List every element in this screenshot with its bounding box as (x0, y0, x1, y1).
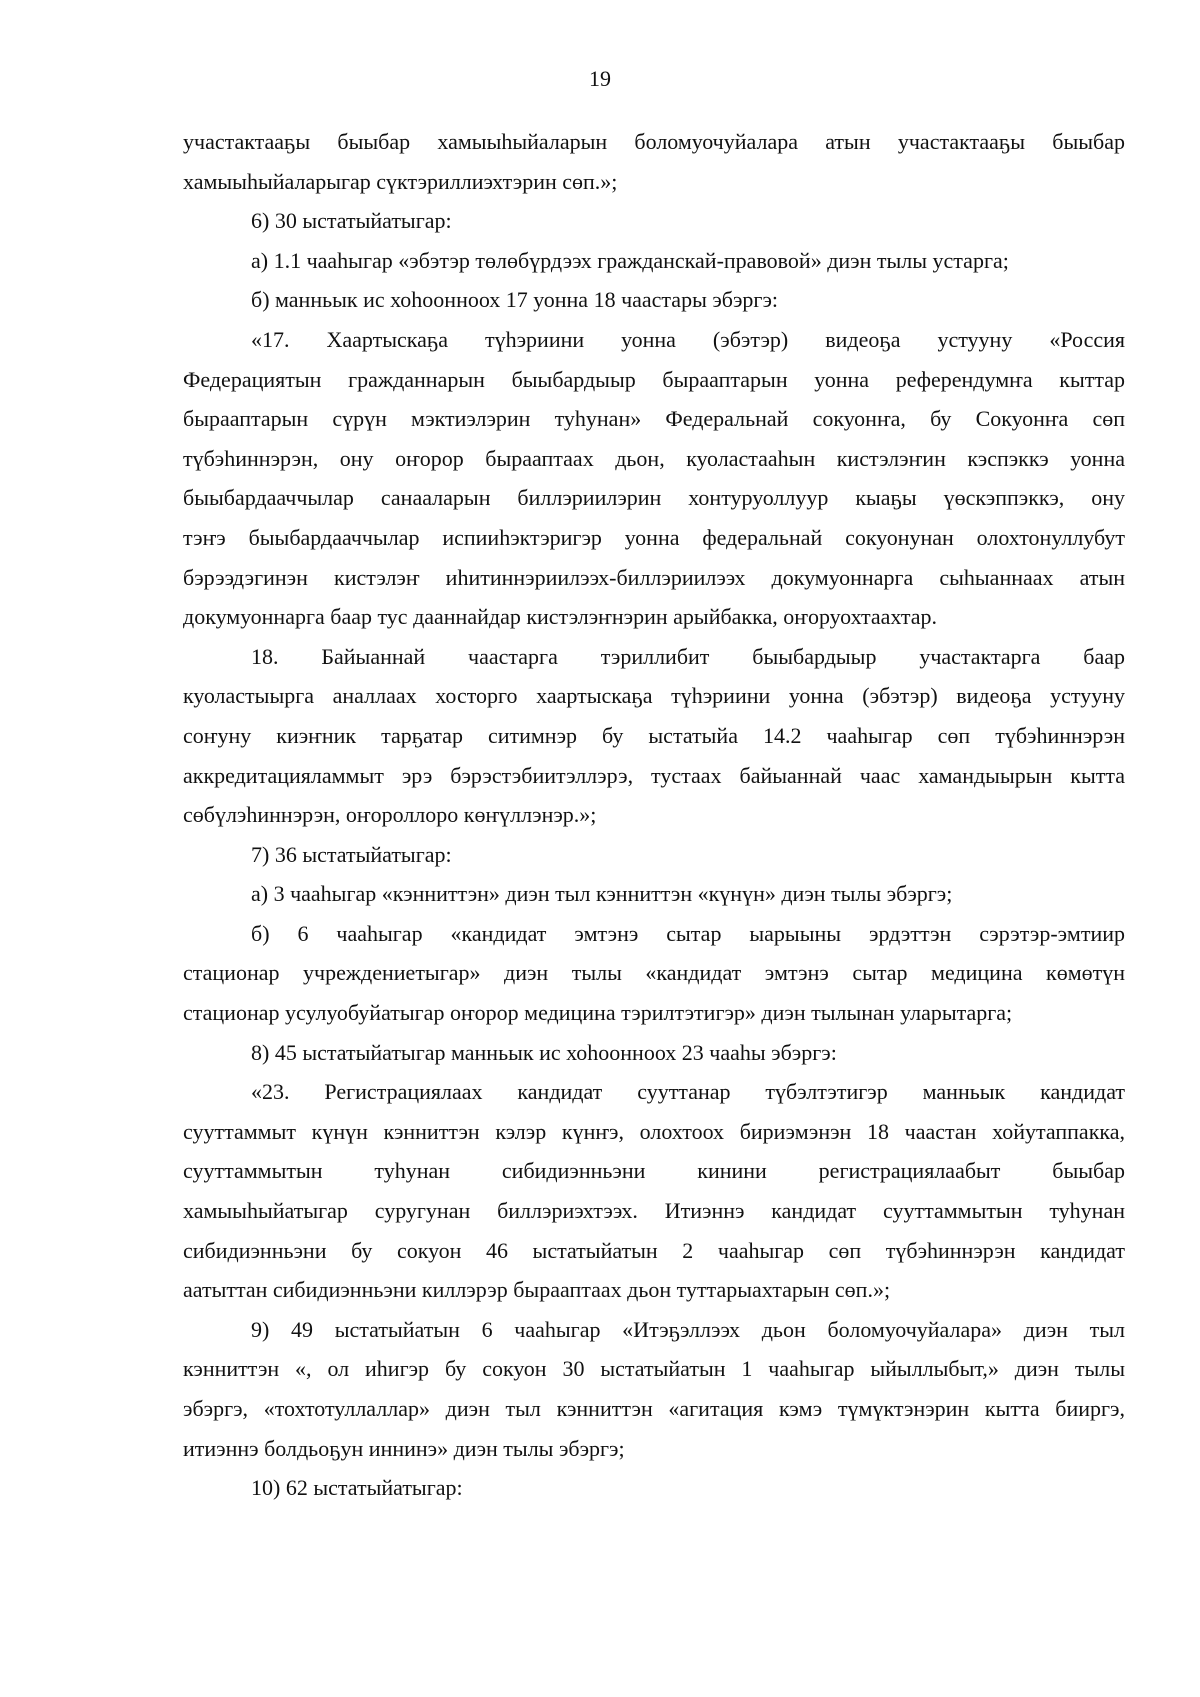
text-line: 9) 49 ыстатыйатын 6 чааһыгар «Итэҕэллээх дьон боломуочуйалара» диэн тыл (251, 1316, 1125, 1342)
text-line: Федерациятын гражданнарын быыбардыыр бырааптарын уонна референдумҥа кыттар (183, 366, 1125, 392)
text-line: 10) 62 ыстатыйатыгар: (251, 1475, 463, 1501)
text-line: б) 6 чааһыгар «кандидат эмтэнэ сытар ыарыыны эрдэттэн сэрэтэр-эмтиир (251, 920, 1125, 946)
paragraph (183, 241, 1125, 281)
paragraph (183, 122, 1125, 201)
text-line: а) 1.1 чааһыгар «эбэтэр төлөбүрдээх гражданскай-правовой» диэн тылы устарга; (251, 247, 1009, 273)
paragraph (183, 1310, 1125, 1468)
text-line: 6) 30 ыстатыйатыгар: (251, 208, 452, 234)
text-line: «17. Хаартыскаҕа түһэриини уонна (эбэтэр) видеоҕа устууну «Россия (251, 326, 1125, 352)
text-line: «23. Регистрациялаах кандидат сууттанар түбэлтэтигэр манньык кандидат (251, 1079, 1125, 1105)
paragraph (183, 280, 1125, 320)
text-line: 18. Байыаннай чаастарга тэриллибит быыбардыыр участактарга баар (251, 643, 1125, 669)
paragraph (183, 1468, 1125, 1508)
text-line: куоластыырга аналлаах хосторго хаартыскаҕа түһэриини уонна (эбэтэр) видеоҕа устууну (183, 683, 1125, 709)
text-line: сөбүлэһиннэрэн, оҥороллоро көҥүллэнэр.»; (183, 802, 597, 828)
text-line: быыбардааччылар санааларын биллэриилэрин хонтуруоллуур кыаҕы үөскэппэккэ, ону (183, 485, 1125, 511)
paragraph (183, 914, 1125, 1033)
text-line: бэрээдэгинэн кистэлэҥ иһитиннэриилээх-биллэриилээх докумуоннарга сыһыаннаах атын (183, 564, 1125, 590)
text-line: эбэргэ, «тохтотуллаллар» диэн тыл кэнниттэн «агитация кэмэ түмүктэнэрин кытта бииргэ, (183, 1396, 1125, 1421)
paragraph (183, 1072, 1125, 1310)
text-line: түбэһиннэрэн, ону оҥорор бырааптаах дьон, куоластааһын кистэлэҥин кэспэккэ уонна (183, 445, 1125, 471)
page-number: 19 (589, 66, 611, 91)
text-line: сууттаммытын туһунан сибидиэнньэни кинини регистрациялаабыт быыбар (183, 1158, 1125, 1184)
text-line: стационар усулуобуйатыгар оҥорор медицина тэрилтэтигэр» диэн тылынан уларытарга; (183, 1000, 1013, 1026)
text-line: итиэннэ болдьоҕун иннинэ» диэн тылы эбэргэ; (183, 1435, 625, 1461)
paragraph (183, 835, 1125, 875)
text-line: бырааптарын сүрүн мэктиэлэрин туһунан» Федеральнай сокуонҥа, бу Сокуонҥа сөп (183, 406, 1125, 432)
text-line: кэнниттэн «, ол иһигэр бу сокуон 30 ыстатыйатын 1 чааһыгар ыйыллыбыт,» диэн тылы (183, 1356, 1125, 1382)
text-line: соҥуну киэҥник тарҕатар ситимнэр бу ыстатыйа 14.2 чааһыгар сөп түбэһиннэрэн (183, 722, 1125, 748)
text-line: а) 3 чааһыгар «кэнниттэн» диэн тыл кэнниттэн «күнүн» диэн тылы эбэргэ; (251, 881, 953, 907)
text-line: сууттаммыт күнүн кэнниттэн кэлэр күнҥэ, олохтоох бириэмэнэн 18 чаастан хойутаппакка, (183, 1118, 1125, 1144)
text-line: аккредитацияламмыт эрэ бэрэстэбиитэллэрэ, тустаах байыаннай чаас хамандыырын кытта (183, 762, 1125, 788)
paragraph (183, 1033, 1125, 1073)
text-line: б) манньык ис хоһоонноох 17 уонна 18 чаастары эбэргэ: (251, 287, 779, 313)
text-line: 8) 45 ыстатыйатыгар манньык ис хоһоонноох 23 чааһы эбэргэ: (251, 1039, 837, 1065)
paragraph (183, 320, 1125, 637)
text-line: участактааҕы быыбар хамыыһыйаларын боломуочуйалара атын участактааҕы быыбар (183, 129, 1125, 154)
text-line: стационар учреждениетыгар» диэн тылы «кандидат эмтэнэ сытар медицина көмөтүн (183, 960, 1125, 986)
text-line: тэҥэ быыбардааччылар испииһэктэригэр уонна федеральнай сокуонунан олохтонуллубут (183, 524, 1125, 550)
text-line: хамыыһыйатыгар суругунан биллэриэхтээх. Итиэннэ кандидат сууттаммытын туһунан (183, 1198, 1125, 1224)
text-line: сибидиэнньэни бу сокуон 46 ыстатыйатын 2 чааһыгар сөп түбэһиннэрэн кандидат (183, 1237, 1125, 1263)
document-body (183, 122, 1125, 1508)
text-line: докумуоннарга баар тус дааннайдар кистэлэҥнэрин арыйбакка, оҥоруохтаахтар. (183, 604, 938, 630)
text-line: хамыыһыйаларыгар сүктэриллиэхтэрин сөп.»; (183, 168, 618, 194)
paragraph (183, 637, 1125, 835)
paragraph (183, 874, 1125, 914)
text-line: аатыттан сибидиэнньэни киллэрэр бырааптаах дьон туттарыахтарын сөп.»; (183, 1277, 891, 1303)
paragraph (183, 201, 1125, 241)
text-line: 7) 36 ыстатыйатыгар: (251, 841, 452, 867)
